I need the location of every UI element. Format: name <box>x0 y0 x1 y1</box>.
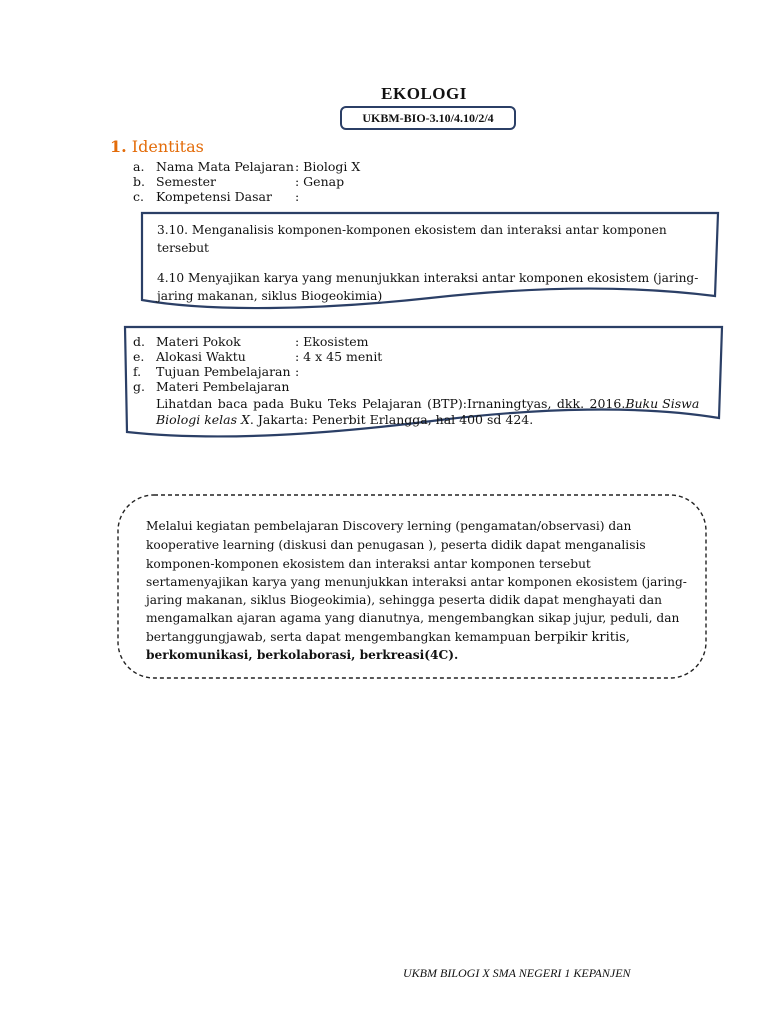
page-footer: UKBM BILOGI X SMA NEGERI 1 KEPANJEN <box>403 966 631 980</box>
list-marker: f. <box>133 364 142 379</box>
detail-row <box>133 334 533 349</box>
section-label: Identitas <box>131 137 204 156</box>
book-title-part2: Biologi kelas X <box>156 412 250 427</box>
kd-3-10-line2: tersebut <box>157 241 209 255</box>
publisher-text: . Jakarta: Penerbit Erlangga, hal 400 sd 424. <box>249 412 534 427</box>
reference-line-1 <box>156 396 700 411</box>
page-title: EKOLOGI <box>381 84 467 103</box>
goal-line: mengamalkan ajaran agama yang dianutnya, mengembangkan sikap jujur, peduli, dan <box>146 611 680 625</box>
kd-4-10-line2: jaring makanan, siklus Biogeokimia) <box>157 289 383 303</box>
goal-text: bertanggungjawab, serta dapat mengembangkan kemampuan <box>146 630 535 644</box>
goal-line: kooperative learning (diskusi dan penugasan ), peserta didik dapat menganalisis <box>146 538 646 552</box>
goal-line: Melalui kegiatan pembelajaran Discovery lerning (pengamatan/observasi) dan <box>146 519 632 533</box>
kd-4-10 <box>157 269 698 305</box>
identity-value: : Biologi X <box>295 159 361 174</box>
section-number: 1. <box>110 137 127 156</box>
list-marker: e. <box>133 349 145 364</box>
detail-value: : 4 x 45 menit <box>295 349 383 364</box>
list-marker: a. <box>133 159 145 174</box>
list-marker: c. <box>133 189 144 204</box>
goal-highlight: berpikir kritis, <box>534 630 630 645</box>
detail-value: : <box>295 364 300 379</box>
ukbm-code: UKBM-BIO-3.10/4.10/2/4 <box>362 110 494 125</box>
list-marker: g. <box>133 379 145 394</box>
reference-text: Lihatdan baca pada Buku Teks Pelajaran (BTP):Irnaningtyas, dkk. 2016. <box>156 396 626 411</box>
identity-row <box>133 189 533 204</box>
detail-row <box>133 379 533 394</box>
identity-label: Kompetensi Dasar <box>156 189 272 204</box>
list-marker: b. <box>133 174 145 189</box>
section-heading <box>110 137 204 156</box>
book-title-part1: Buku Siswa <box>625 396 700 411</box>
detail-label: Materi Pembelajaran <box>156 379 290 394</box>
identity-value: : Genap <box>295 174 345 189</box>
identity-value: : <box>295 189 300 204</box>
identity-row <box>133 159 533 174</box>
list-marker: d. <box>133 334 145 349</box>
kd-3-10-line1: 3.10. Menganalisis komponen-komponen ekosistem dan interaksi antar komponen <box>157 223 667 237</box>
detail-value: : Ekosistem <box>295 334 369 349</box>
identity-label: Semester <box>156 174 217 189</box>
reference-line-2 <box>156 412 533 427</box>
detail-row <box>133 364 533 379</box>
goal-line: komponen-komponen ekosistem dan interaksi antar komponen tersebut <box>146 557 591 571</box>
goal-line-4c: berkomunikasi, berkolaborasi, berkreasi(4C). <box>146 648 459 662</box>
kd-3-10 <box>157 221 667 257</box>
detail-label: Alokasi Waktu <box>156 349 246 364</box>
goal-line: sertamenyajikan karya yang menunjukkan interaksi antar komponen ekosistem (jaring- <box>146 575 687 589</box>
detail-label: Tujuan Pembelajaran <box>156 364 291 379</box>
detail-label: Materi Pokok <box>156 334 241 349</box>
goal-line-7 <box>146 628 630 648</box>
detail-row <box>133 349 533 364</box>
goal-line: jaring makanan, siklus Biogeokimia), sehingga peserta didik dapat menghayati dan <box>146 593 662 607</box>
identity-label: Nama Mata Pelajaran <box>156 159 294 174</box>
ukbm-code-box <box>340 106 516 130</box>
kd-4-10-line1: 4.10 Menyajikan karya yang menunjukkan interaksi antar komponen ekosistem (jaring- <box>157 271 699 285</box>
identity-row <box>133 174 533 189</box>
